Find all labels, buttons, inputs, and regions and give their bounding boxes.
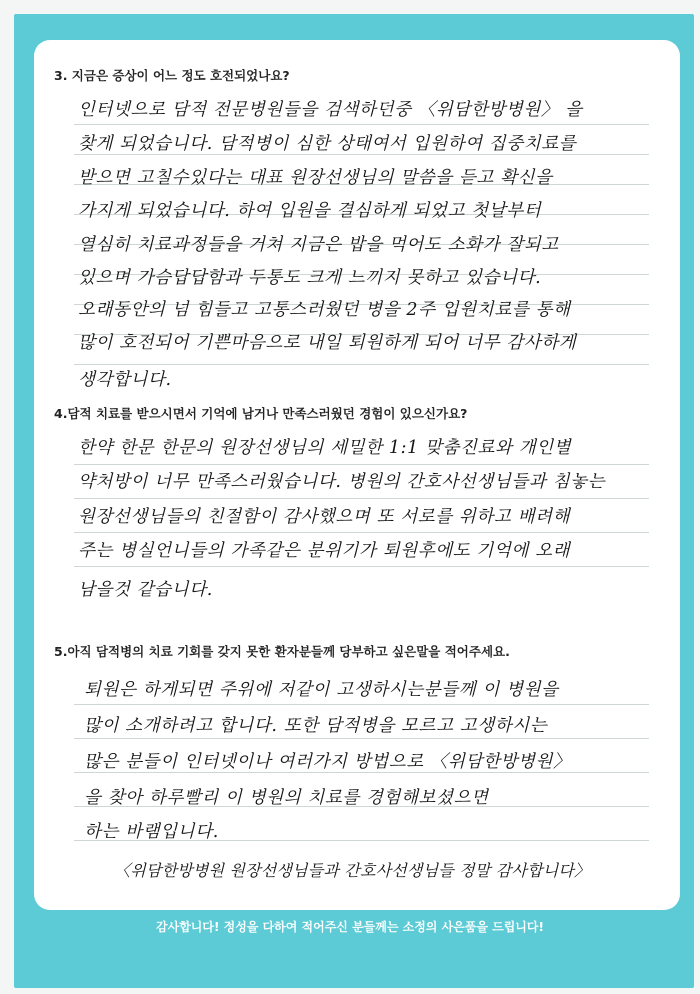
handwritten-answer-line: 한약 한문 한문의 원장선생님의 세밀한 1:1 맞춤진료와 개인별 (78, 438, 572, 458)
handwritten-answer-line: 생각합니다. (78, 370, 172, 390)
answer-line (74, 364, 649, 365)
handwritten-answer-line: 남을것 같습니다. (78, 580, 213, 600)
answer-line (74, 704, 649, 705)
handwritten-answer-line: 인터넷으로 담적 전문병원들을 검색하던중 〈위담한방병원〉 을 (78, 100, 583, 120)
question-4: 4.담적 치료를 받으시면서 기억에 남거나 만족스러웠던 경험이 있으신가요? (54, 406, 468, 421)
handwritten-answer-line: 가지게 되었습니다. 하여 입원을 결심하게 되었고 첫날부터 (78, 201, 542, 221)
answer-line (74, 124, 649, 125)
handwritten-answer-line: 열심히 치료과정들을 거쳐 지금은 밥을 먹어도 소화가 잘되고 (78, 235, 559, 255)
survey-card (34, 40, 680, 910)
handwritten-answer-line: 많이 호전되어 기쁜마음으로 내일 퇴원하게 되어 너무 감사하게 (78, 333, 577, 353)
handwritten-answer-line: 찾게 되었습니다. 담적병이 심한 상태여서 입원하여 집중치료를 (78, 134, 577, 154)
footer-thanks: 감사합니다! 정성을 다하여 적어주신 분들께는 소정의 사은품을 드립니다! (156, 920, 544, 934)
handwritten-answer-line: 있으며 가슴답답함과 두통도 크게 느끼지 못하고 있습니다. (78, 268, 542, 288)
handwritten-answer-line: 많이 소개하려고 합니다. 또한 담적병을 모르고 고생하시는 (84, 716, 548, 736)
handwritten-answer-line: 주는 병실언니들의 가족같은 분위기가 퇴원후에도 기억에 오래 (78, 541, 571, 561)
handwritten-answer-line: 오래동안의 넘 힘들고 고통스러웠던 병을 2주 입원치료를 통해 (78, 300, 571, 320)
answer-line (74, 498, 649, 499)
answer-line (74, 464, 649, 465)
handwritten-answer-line: 약처방이 너무 만족스러웠습니다. 병원의 간호사선생님들과 침놓는 (78, 472, 606, 492)
handwritten-answer-line: 원장선생님들의 친절함이 감사했으며 또 서로를 위하고 배려해 (78, 507, 571, 527)
handwritten-answer-line: 많은 분들이 인터넷이나 여러가지 방법으로 〈위담한방병원〉 (84, 752, 572, 772)
handwritten-answer-line: 받으면 고칠수있다는 대표 원장선생님의 말씀을 듣고 확신을 (78, 168, 553, 188)
question-3: 3. 지금은 증상이 어느 정도 호전되었나요? (54, 68, 290, 83)
handwritten-closing-line: 〈위담한방병원 원장선생님들과 간호사선생님들 정말 감사합니다〉 (114, 861, 591, 880)
answer-line (74, 532, 649, 533)
handwritten-answer-line: 하는 바램입니다. (84, 822, 219, 842)
question-5: 5.아직 담적병의 치료 기회를 갖지 못한 환자분들께 당부하고 싶은말을 적어주세요. (54, 644, 510, 659)
handwritten-answer-line: 퇴원은 하게되면 주위에 저같이 고생하시는분들께 이 병원을 (84, 680, 559, 700)
answer-line (74, 738, 649, 739)
handwritten-answer-line: 을 찾아 하루빨리 이 병원의 치료를 경험해보셨으면 (84, 788, 489, 808)
answer-line (74, 566, 649, 567)
